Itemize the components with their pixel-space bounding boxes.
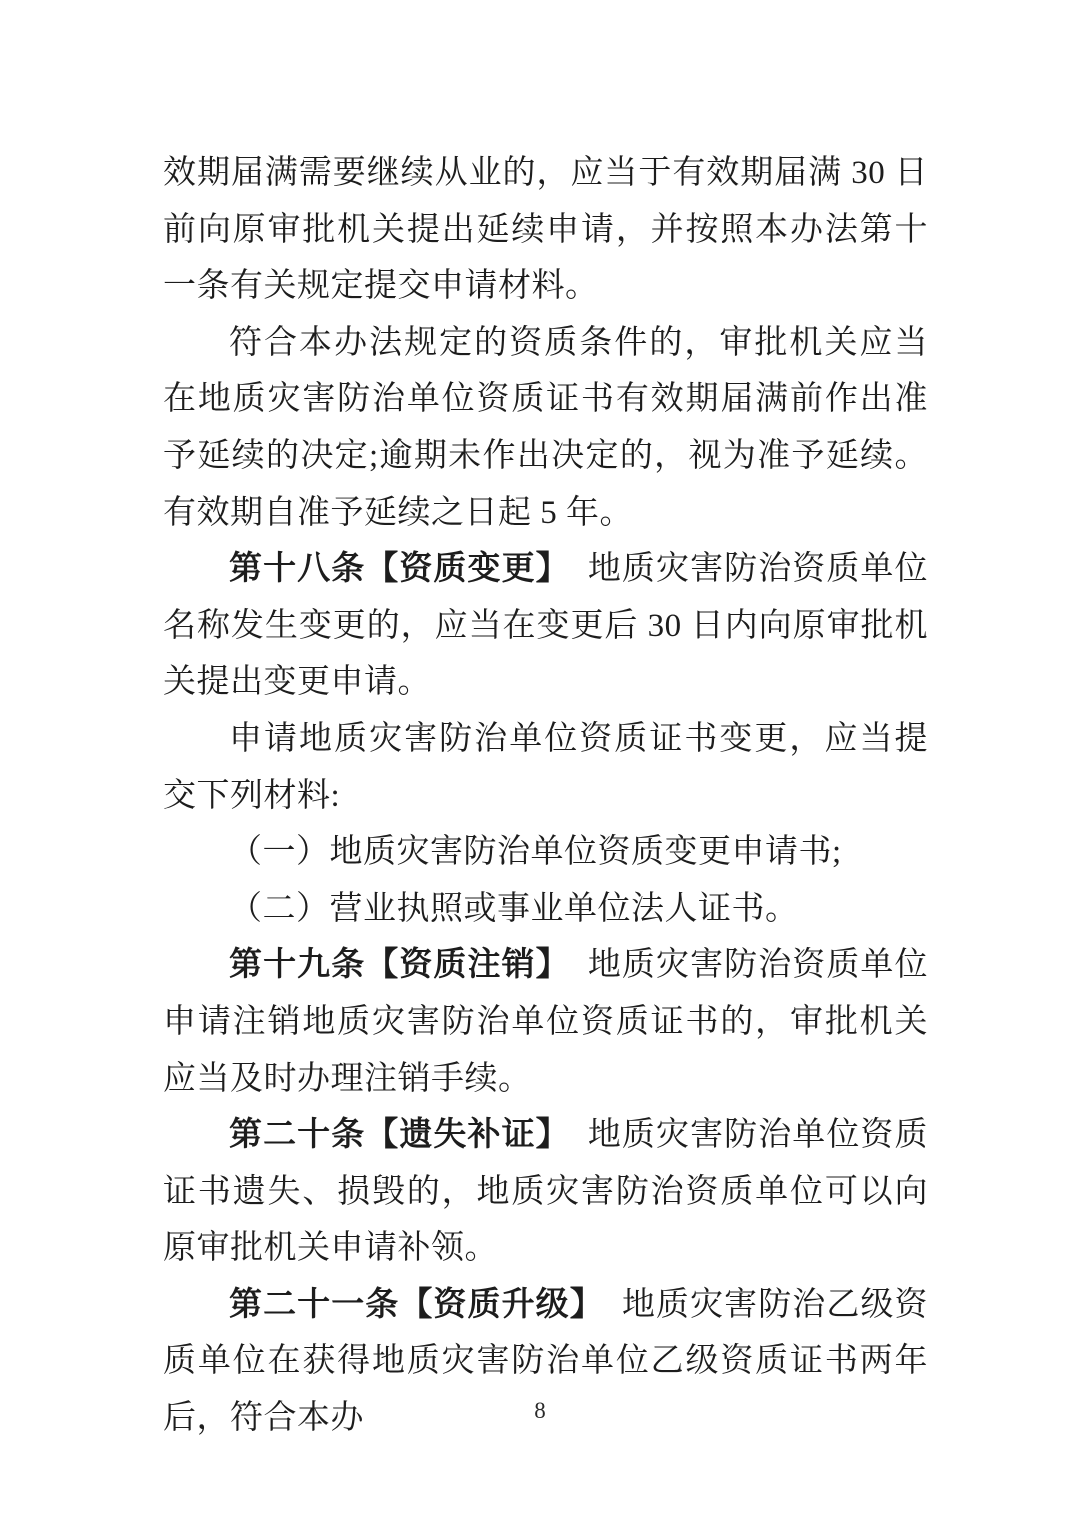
paragraph-text: （二）营业执照或事业单位法人证书。 [229,890,799,927]
paragraph-text: （一）地质灾害防治单位资质变更申请书; [229,834,842,871]
body-paragraph [163,881,928,938]
paragraph-text: 地质灾害防治乙级资质单位在获得地质灾害防治单位乙级资质证书两年后，符合本办 [163,1286,929,1437]
body-paragraph [163,315,928,541]
article-paragraph [163,1107,928,1277]
paragraph-text: 地质灾害防治单位资质证书遗失、损毁的，地质灾害防治资质单位可以向原审批机关申请补领。 [163,1117,929,1267]
paragraph-text: 符合本办法规定的资质条件的，审批机关应当在地质灾害防治单位资质证书有效期届满前作出准予延续的决定;逾期未作出决定的，视为准予延续。有效期自准予延续之日起 5 年。 [163,324,928,531]
article-paragraph [163,541,928,711]
body-paragraph [163,711,928,824]
article-heading: 第十九条【资质注销】 [229,947,570,984]
paragraph-text: 效期届满需要继续从业的，应当于有效期届满 30 日前向原审批机关提出延续申请，并按照本办法第十一条有关规定提交申请材料。 [163,155,928,305]
paragraph-text: 申请地质灾害防治单位资质证书变更，应当提交下列材料: [163,720,928,814]
paragraph-text: 地质灾害防治资质单位申请注销地质灾害防治单位资质证书的，审批机关应当及时办理注销手续。 [163,947,929,1097]
body-paragraph [163,824,928,881]
article-paragraph [163,937,928,1107]
paragraph-text: 地质灾害防治资质单位名称发生变更的，应当在变更后 30 日内向原审批机关提出变更申请。 [163,551,929,701]
article-heading: 第二十条【遗失补证】 [229,1117,570,1154]
article-heading: 第十八条【资质变更】 [229,551,570,588]
article-heading: 第二十一条【资质升级】 [229,1286,604,1323]
document-body [163,145,928,1447]
body-paragraph [163,145,928,315]
page-number: 8 [534,1398,546,1423]
